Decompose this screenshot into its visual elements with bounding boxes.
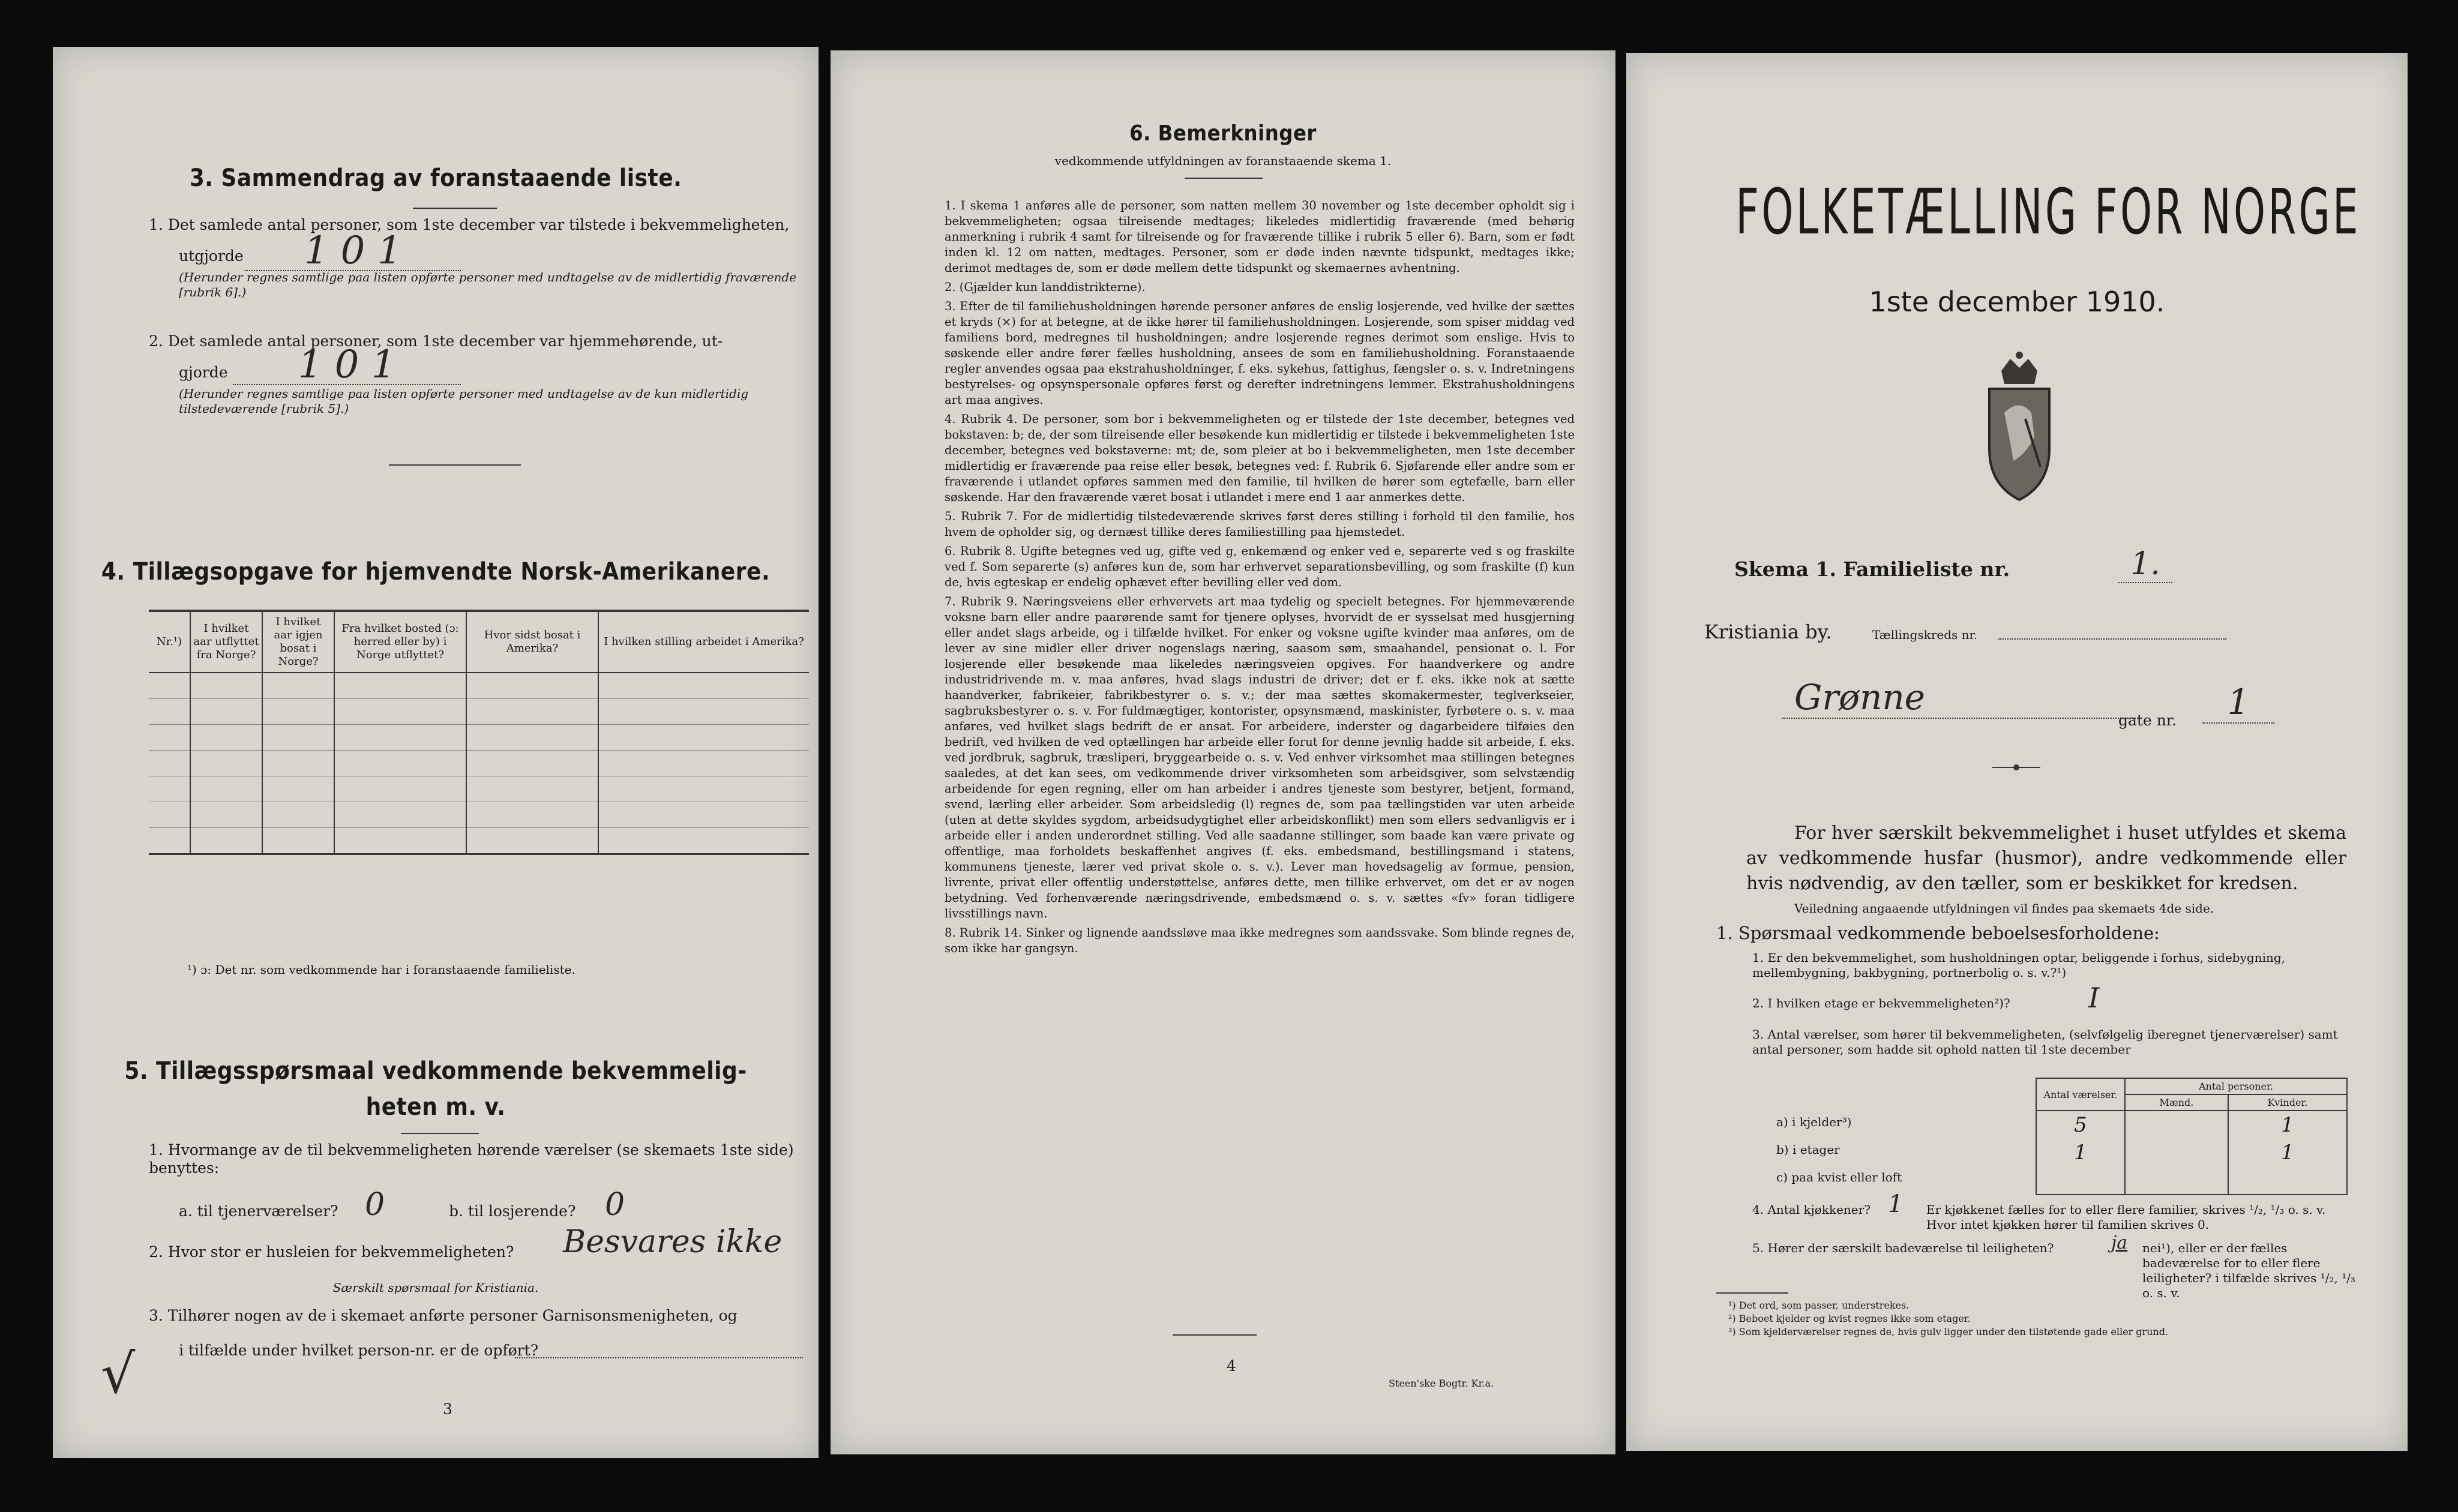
col-rooms: Antal værelser. <box>2036 1078 2125 1111</box>
divider <box>1716 1292 1788 1294</box>
sec5-q1b-value: 0 <box>605 1187 625 1223</box>
gate-number: 1 <box>2202 682 2274 724</box>
sec3-q2-lead: gjorde <box>179 364 228 381</box>
sec3-q2-note: (Herunder regnes samtlige paa listen opførte personer med undtagelse av de kun midlertidig tilstedeværende [rubrik 5].) <box>179 386 749 416</box>
col-amerika-bosat: Hvor sidst bosat i Amerika? <box>466 612 598 673</box>
table-row <box>149 751 809 776</box>
sec5-q3-line1: 3. Tilhører nogen av de i skemaet anførte personer Garnisonsmenigheten, og <box>149 1307 738 1324</box>
sec4-footnote: ¹) ɔ: Det nr. som vedkommende har i foranstaaende familieliste. <box>187 962 575 977</box>
col-stilling: I hvilken stilling arbeidet i Amerika? <box>598 612 809 673</box>
district-answer-line <box>1998 638 2226 640</box>
table-row <box>2036 1166 2347 1195</box>
section-5-title-line1: 5. Tillægsspørsmaal vedkommende bekvemmelig- <box>124 1057 747 1085</box>
women-cell: 1 <box>2228 1139 2347 1166</box>
table-row <box>149 802 809 828</box>
questions-title: 1. Spørsmaal vedkommende beboelsesforholdene: <box>1716 923 2160 943</box>
section-4-title: 4. Tillægsopgave for hjemvendte Norsk-Amerikanere. <box>101 558 771 586</box>
sec5-q2-value: Besvares ikke <box>563 1224 783 1260</box>
street-name: Grønne <box>1782 677 2142 719</box>
row-label: a) i kjelder³) <box>1776 1115 1852 1129</box>
schema-label: Skema 1. Familieliste nr. <box>1734 557 2010 581</box>
row-label: c) paa kvist eller loft <box>1776 1170 1902 1184</box>
divider <box>389 464 521 466</box>
section-5-title-line2: heten m. v. <box>365 1093 506 1121</box>
intro-text: For hver særskilt bekvemmelighet i huset utfyldes et skema av vedkommende husfar (husmor), andre vedkommende eller hvis nødvendig, av den tæller, som er beskikket for kredsen. <box>1746 823 2346 894</box>
sec3-q2: 2. Det samlede antal personer, som 1ste december var hjemmehørende, ut- <box>149 332 723 350</box>
footnote: ³) Som kjelderværelser regnes de, hvis gulv ligger under den tilstøtende gade eller grund. <box>1728 1326 2169 1337</box>
page-3 <box>53 47 819 1458</box>
question-4: 4. Antal kjøkkener? <box>1752 1202 1871 1217</box>
sec5-q2: 2. Hvor stor er husleien for bekvemmeligheten? <box>149 1243 514 1261</box>
tick-mark: √ <box>101 1343 136 1406</box>
ornament-icon <box>1992 762 2040 769</box>
sec5-q1a-value: 0 <box>365 1187 385 1223</box>
question-5: 5. Hører der særskilt badeværelse til leiligheten? <box>1752 1241 2054 1255</box>
women-cell <box>2228 1166 2347 1195</box>
sec5-q3-line2: i tilfælde under hvilket person-nr. er de opført? <box>179 1342 539 1359</box>
col-men: Mænd. <box>2125 1094 2228 1111</box>
intro-note: Veiledning angaaende utfyldningen vil findes paa skemaets 4de side. <box>1794 901 2214 916</box>
gate-label: gate nr. <box>2118 712 2177 729</box>
table-row <box>2036 1139 2347 1166</box>
question-2: 2. I hvilken etage er bekvemmeligheten²)? <box>1752 996 2010 1010</box>
col-women: Kvinder. <box>2228 1094 2347 1111</box>
remark-item: 1. I skema 1 anføres alle de personer, som natten mellem 30 november og 1ste december opholdt sig i bekvemmeligheten; ogsaa tilreisende medtages; likeledes midlertidig fraværende (med behørig anmerkning i rubrik 4 samt for tilreisende og for fraværende tillike i rubrik 5 eller 6). Barn, som er født inden kl. 12 om natten, medtages. Personer, som er døde inden nævnte tidspunkt, medtages ikke; derimot medtages de, som er døde mellem dette tidspunkt og skemaernes avhentning. <box>945 199 1575 275</box>
table-row <box>149 776 809 802</box>
remark-item: 6. Rubrik 8. Ugifte betegnes ved ug, gifte ved g, enkemænd og enker ved e, separerte ved s og fraskilte ved f. Som separerte (s) anføres kun de, som har erhvervet separationsbevilling, og som fraskilte (f) kun de, hvis egteskap er endelig ophævet efter bevilling eller ved dom. <box>945 544 1575 589</box>
men-cell <box>2125 1166 2228 1195</box>
sec5-q1b: b. til losjerende? <box>449 1202 576 1220</box>
sec3-q1-note: (Herunder regnes samtlige paa listen opførte personer med undtagelse av de midlertidig fraværende [rubrik 6].) <box>179 270 797 299</box>
schema-number: 1. <box>2118 546 2172 583</box>
footnote: ¹) Det ord, som passer, understrekes. <box>1728 1300 1910 1311</box>
table-row <box>149 699 809 725</box>
form-title: FOLKETÆLLING FOR NORGE <box>1735 175 2361 248</box>
divider <box>413 208 497 209</box>
remark-item: 7. Rubrik 9. Næringsveiens eller erhvervets art maa tydelig og specielt betegnes. For hjemmeværende voksne barn eller andre paarørende samt for tjenere oplyses, hvorvidt de er sysselsat med husgjerning eller andet slags arbeide, og i tilfælde hvilket. For enker og voksne ugifte kvinder maa anføres, om de lever av sine midler eller driver nogenslags næring, saasom søm, smaahandel, pensionat o. l. For losjerende eller besøkende maa likeledes næringsveien opgives. For haandverkere og andre industridrivende m. v. maa anføres, hvad slags industri de driver; det er f. eks. ikke nok at sætte haandverker, fabrikeier, fabrikbestyrer o. s. v.; der maa sættes skomakermester, teglverkseier, sagbruksbestyrer o. s. v. For fuldmægtiger, kontorister, opsynsmænd, maskinister, fyrbøtere o. s. v. maa anføres, ved hvilket slags bedrift de er ansat. For arbeidere, inderster og dagarbeidere tilføies den bedrift, ved hvilken de ved optællingen har arbeide eller forut for denne jevnlig hadde sit arbeide, f. eks. ved jordbruk, sagbruk, træsliperi, bryggearbeide o. s. v. Ved enhver virksomhet maa stillingen betegnes saaledes, at det kan sees, om vedkommende driver virksomheten som arbeidsgiver, som selvstændig arbeidende for egen regning, eller om han arbeider i andres tjeneste som bestyrer, betjent, formand, svend, lærling eller arbeider. Som arbeidsledig (l) regnes de, som paa tællingstiden var uten arbeide (uten at dette skyldes sygdom, arbeidsudygtighet eller arbeidskonflikt) men som ellers sedvanligvis er i arbeide eller i anden underordnet stilling. Ved alle saadanne stillinger, som baade kan være private og offentlige, maa forholdets beskaffenhet angives (f. eks. embedsmand, bestillingsmand i statens, kommunens tjeneste, lærer ved privat skole o. s. v.). Lever man hovedsagelig av formue, pension, livrente, privat eller offentlig understøttelse, anføres dette, men tillike erhvervet, om det er av nogen betydning. Ved forhenværende næringsdrivende, embedsmænd o. s. v. sættes «fv» foran tidligere livsstillings navn. <box>945 595 1575 920</box>
norsk-amerikanere-table <box>149 612 809 855</box>
sec3-q2-value: 1 0 1 <box>233 346 461 385</box>
col-bosat-aar: I hvilket aar igjen bosat i Norge? <box>262 612 334 673</box>
table-row <box>149 725 809 751</box>
remarks-subtitle: vedkommende utfyldningen av foranstaaende skema 1. <box>1054 154 1392 168</box>
table-row <box>149 673 809 699</box>
divider <box>1185 178 1263 179</box>
printer-mark: Steen'ske Bogtr. Kr.a. <box>1389 1378 1494 1389</box>
question-2-value: I <box>2088 982 2100 1014</box>
form-title-wrap <box>1626 175 2408 248</box>
sec3-q1-lead: utgjorde <box>179 247 244 265</box>
women-cell: 1 <box>2228 1111 2347 1139</box>
rooms-cell: 1 <box>2036 1139 2125 1166</box>
district-label: Tællingskreds nr. <box>1872 628 1978 642</box>
question-5-rest: nei¹), eller er der fælles badeværelse for to eller flere leiligheter? i tilfælde skrives ¹/₂, ¹/₃ o. s. v. <box>2142 1241 2355 1300</box>
page-number: 4 <box>1227 1357 1236 1375</box>
question-4-value: 1 <box>1888 1190 1904 1218</box>
men-cell <box>2125 1139 2228 1166</box>
remark-item: 3. Efter de til familiehusholdningen hørende personer anføres de enslig losjerende, ved hvilke der sættes et kryds (×) for at betegne, at de ikke hører til familiehusholdningen. Losjerende, som spiser middag ved familiens bord, medregnes til husholdningen; andre losjerende regnes derimot som enslige. Hvis to søskende eller andre fører fælles husholdning, ansees de som en familiehusholdning. Foranstaaende regler anvendes ogsaa paa ekstrahusholdninger, f. eks. sykehus, fattighus, fængsler o. s. v. Indretningens bestyrelses- og opsynspersonale opføres først og derefter indretningens lemmer. Ekstrahusholdningens art maa angives. <box>945 299 1575 407</box>
divider <box>401 1133 479 1134</box>
remark-item: 4. Rubrik 4. De personer, som bor i bekvemmeligheten og er tilstede der 1ste december, betegnes ved bokstaven: b; de, der som tilreisende eller besøkende kun midlertidig er tilstede i bekvemmeligheten 1ste december, betegnes ved bokstaverne: mt; de, som pleier at bo i bekvemmeligheten, men 1ste december midlertidig er fraværende paa reise eller besøk, betegnes ved: f. Rubrik 6. Sjøfarende eller andre som er fraværende i utlandet opføres sammen med den familie, til hvilken de hører som egtefælle, barn eller søskende. Har den fraværende været bosat i utlandet i mere end 1 aar anmerkes dette. <box>945 412 1575 504</box>
remarks-title: 6. Bemerkninger <box>1129 121 1317 146</box>
page-1-front <box>1626 53 2408 1451</box>
table-row <box>149 828 809 854</box>
census-date: 1ste december 1910. <box>1869 286 2165 318</box>
divider <box>1173 1334 1257 1336</box>
question-1: 1. Er den bekvemmelighet, som husholdningen optar, beliggende i forhus, sidebygning, mellembygning, bakbygning, portnerbolig o. s. v.?¹) <box>1752 950 2286 980</box>
rooms-cell <box>2036 1166 2125 1195</box>
room-table <box>2036 1078 2348 1195</box>
col-bosted: Fra hvilket bosted (ɔ: herred eller by) i Norge utflyttet? <box>334 612 466 673</box>
page-4 <box>831 50 1615 1454</box>
table-row <box>2036 1111 2347 1139</box>
footnote: ²) Beboet kjelder og kvist regnes ikke som etager. <box>1728 1313 1971 1324</box>
row-label: b) i etager <box>1776 1142 1840 1157</box>
sec5-q3-answer-line <box>515 1357 803 1358</box>
city-label: Kristiania by. <box>1704 620 1832 643</box>
coat-of-arms-icon <box>1968 347 2070 503</box>
col-nr: Nr.¹) <box>149 612 190 673</box>
remark-item: 5. Rubrik 7. For de midlertidig tilstedeværende skrives først deres stilling i forhold til den familie, hos hvem de opholder sig, og dernæst tillike deres familiestilling paa hjemstedet. <box>945 509 1575 539</box>
sec5-special-heading: Særskilt spørsmaal for Kristiania. <box>332 1280 539 1295</box>
rooms-cell: 5 <box>2036 1111 2125 1139</box>
question-4-rest: Er kjøkkenet fælles for to eller flere familier, skrives ¹/₂, ¹/₃ o. s. v. Hvor intet kjøkken hører til familien skrives 0. <box>1926 1202 2326 1232</box>
sec3-q1-value: 1 0 1 <box>245 232 461 271</box>
section-3-title: 3. Sammendrag av foranstaaende liste. <box>189 164 682 192</box>
question-3: 3. Antal værelser, som hører til bekvemmeligheten, (selvfølgelig iberegnet tjenerværelser) samt antal personer, som hadde sit ophold natten til 1ste december <box>1752 1027 2338 1057</box>
remark-item: 2. (Gjælder kun landdistrikterne). <box>945 280 1146 294</box>
question-5-value: ja <box>2111 1232 2128 1253</box>
col-utflyttet-aar: I hvilket aar utflyttet fra Norge? <box>190 612 262 673</box>
sec5-q1a: a. til tjenerværelser? <box>179 1202 338 1220</box>
remarks-list <box>945 198 1575 960</box>
col-persons: Antal personer. <box>2125 1078 2347 1094</box>
sec3-q1: 1. Det samlede antal personer, som 1ste december var tilstede i bekvemmeligheten, <box>149 216 790 233</box>
page-number: 3 <box>443 1400 452 1418</box>
remark-item: 8. Rubrik 14. Sinker og lignende aandssløve maa ikke medregnes som aandssvake. Som blinde regnes de, som ikke har gangsyn. <box>945 926 1575 955</box>
sec5-q1: 1. Hvormange av de til bekvemmeligheten hørende værelser (se skemaets 1ste side) benyttes: <box>149 1141 794 1177</box>
men-cell <box>2125 1111 2228 1139</box>
